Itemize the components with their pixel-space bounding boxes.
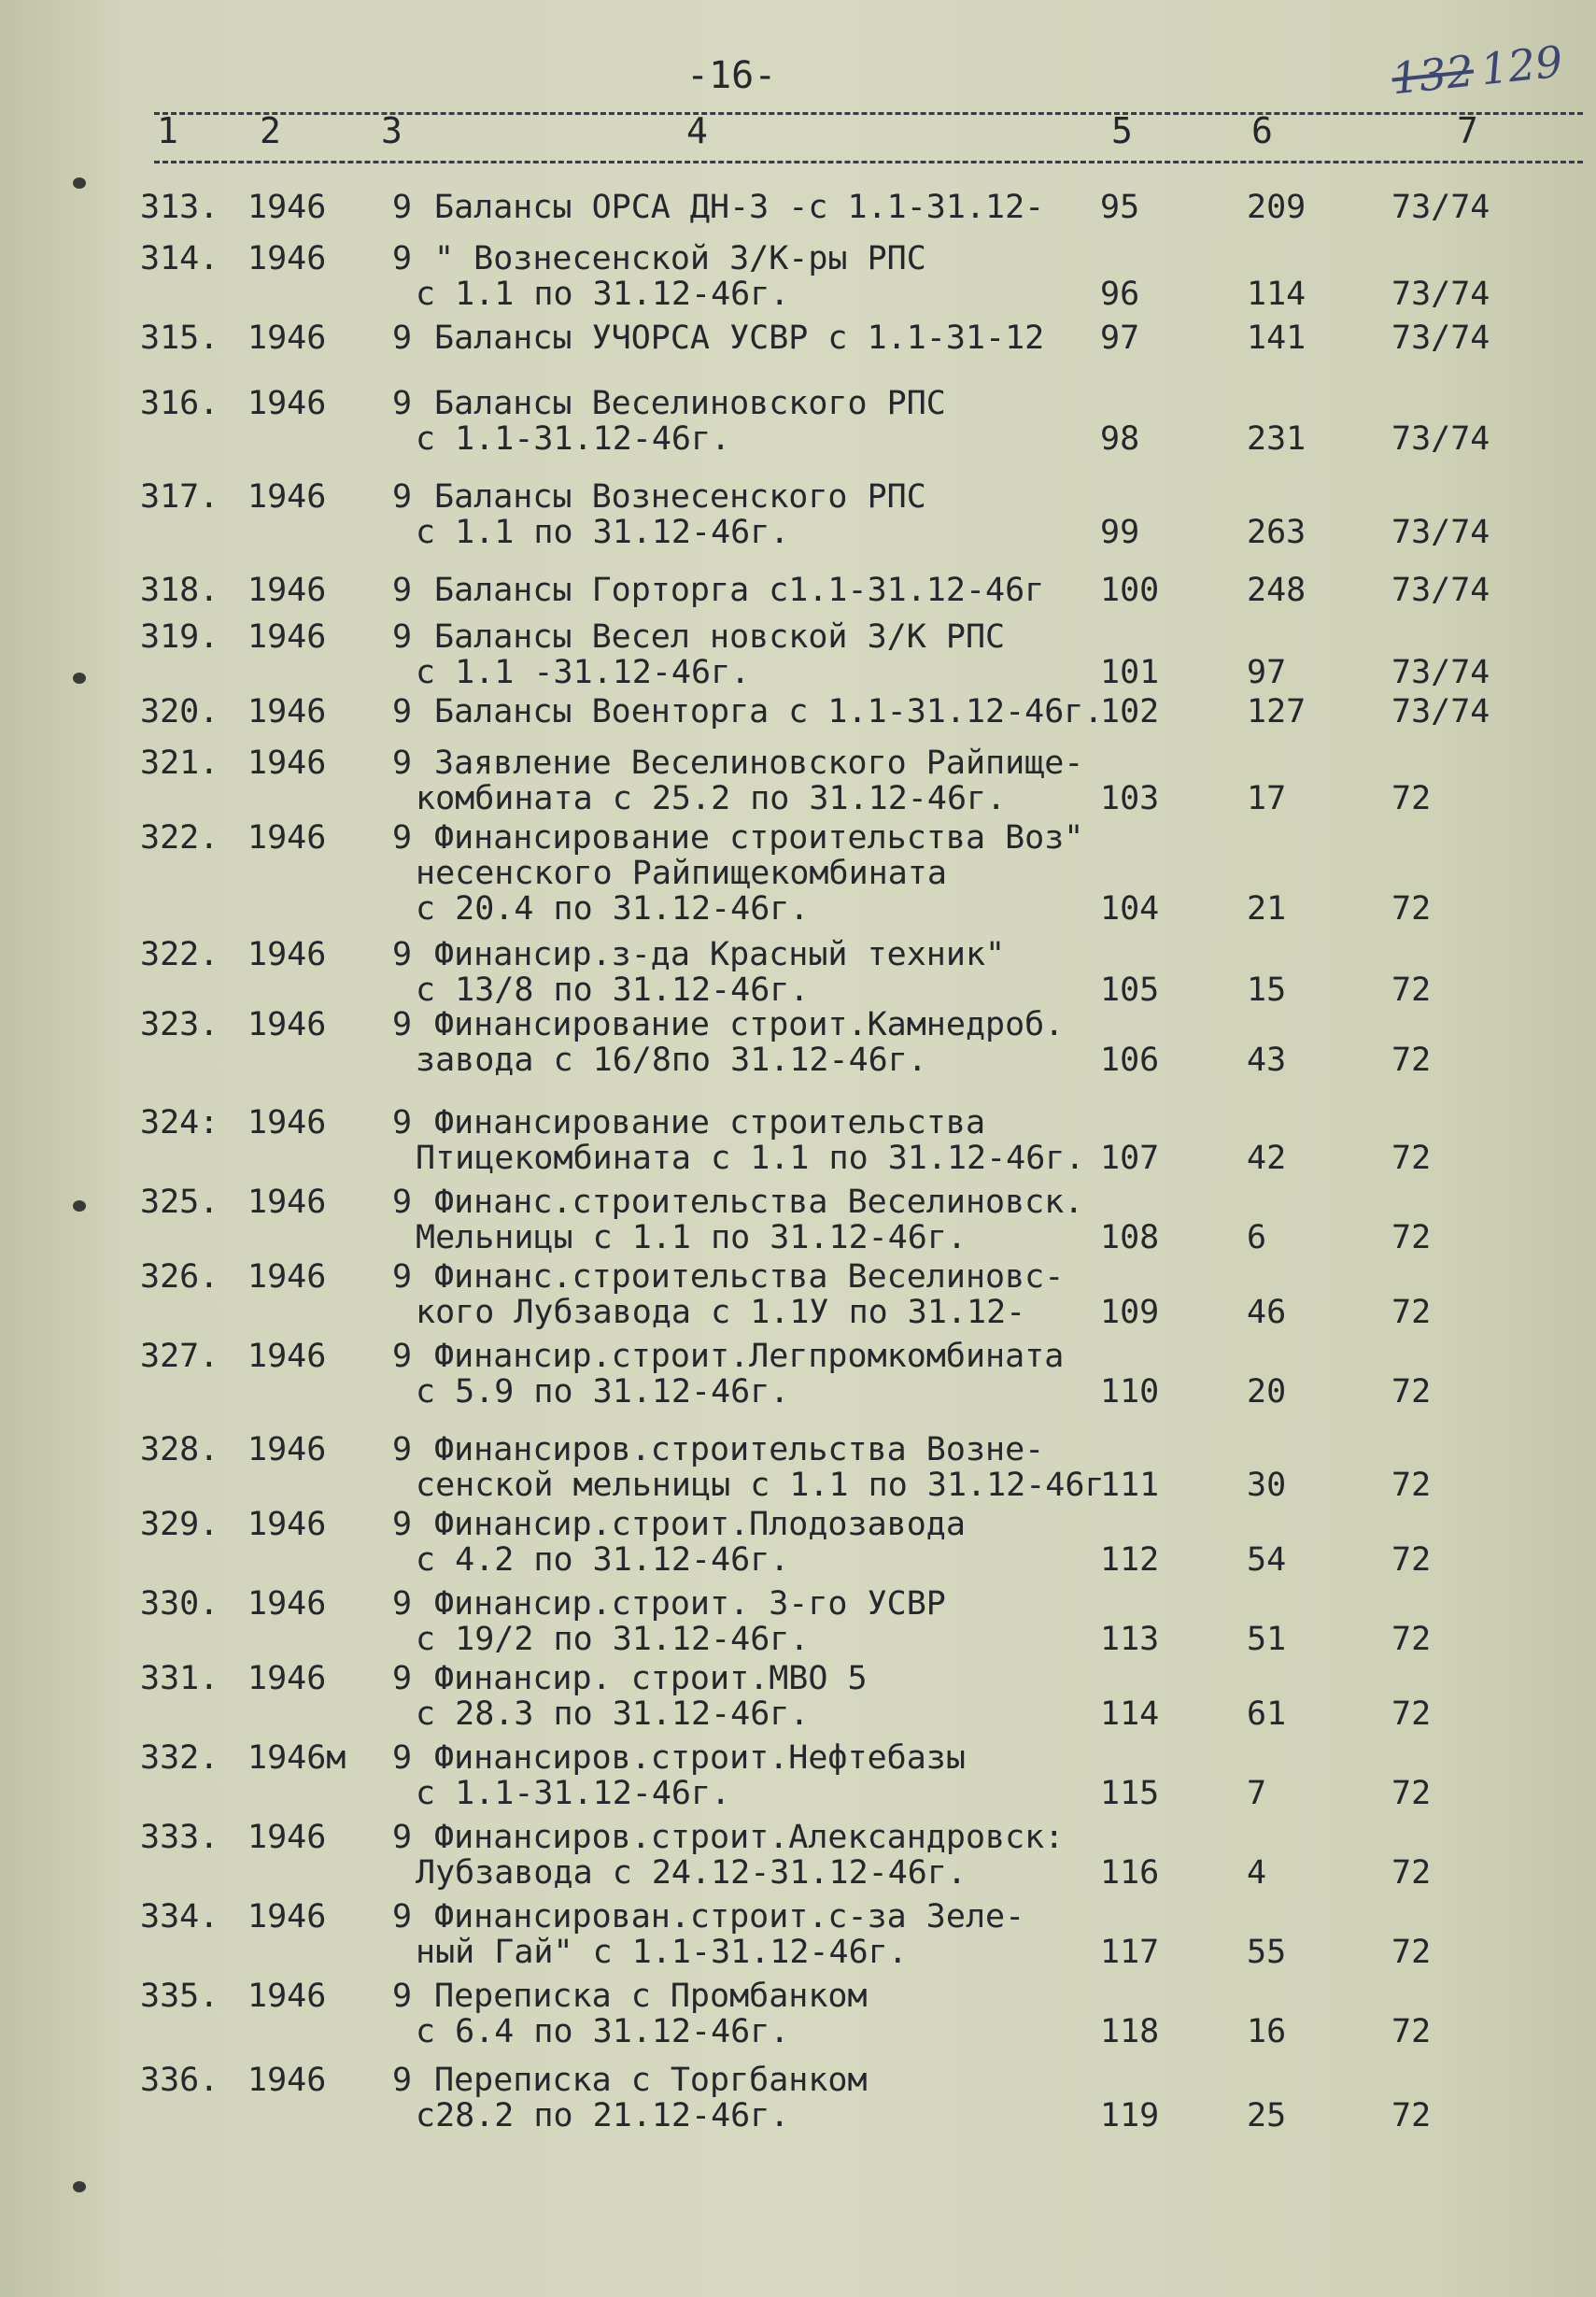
row-title-line: Балансы Горторга с1.1-31.12-46г: [434, 572, 1045, 609]
row-col3: 9: [392, 478, 413, 516]
row-title-line: Финансиров.строит.Нефтебазы: [434, 1739, 966, 1777]
row-col7: 73/74: [1391, 514, 1490, 551]
row-col5: 105: [1100, 971, 1160, 1009]
row-col6: 16: [1247, 2013, 1287, 2050]
column-header-2: 2: [260, 110, 281, 151]
row-title-line: с 1.1 по 31.12-46г.: [416, 514, 790, 551]
row-col3: 9: [392, 819, 413, 857]
row-col3: 9: [392, 1506, 413, 1543]
punch-hole: [73, 673, 86, 684]
row-col7: 72: [1391, 2097, 1432, 2134]
row-col5: 109: [1100, 1294, 1160, 1331]
row-title-line: Заявление Веселиновского Райпище-: [434, 744, 1084, 782]
row-year: 1946: [247, 385, 327, 422]
row-col7: 72: [1391, 1042, 1432, 1079]
row-year: 1946: [247, 744, 327, 782]
row-col6: 54: [1247, 1541, 1287, 1579]
row-number: 329.: [140, 1506, 219, 1543]
row-year: 1946: [247, 1184, 327, 1221]
row-col7: 73/74: [1391, 420, 1490, 458]
row-title-line: Финансир.строит.Легпромкомбината: [434, 1338, 1065, 1375]
row-number: 314.: [140, 240, 219, 277]
row-col7: 72: [1391, 1467, 1432, 1504]
row-title-line: завода с 16/8по 31.12-46г.: [416, 1042, 927, 1079]
row-col6: 127: [1247, 693, 1306, 730]
row-title-line: Мельницы с 1.1 по 31.12-46г.: [416, 1219, 967, 1256]
row-title-line: Финансиров.строит.Александровск:: [434, 1819, 1065, 1856]
row-col7: 72: [1391, 1695, 1432, 1733]
row-title-line: с28.2 по 21.12-46г.: [416, 2097, 790, 2134]
row-col6: 141: [1247, 319, 1306, 357]
row-title-line: с 13/8 по 31.12-46г.: [416, 971, 810, 1009]
column-header-7: 7: [1457, 110, 1478, 151]
row-number: 327.: [140, 1338, 219, 1375]
row-col5: 102: [1100, 693, 1160, 730]
row-col3: 9: [392, 319, 413, 357]
row-title-line: комбината с 25.2 по 31.12-46г.: [416, 780, 1007, 817]
row-col3: 9: [392, 1660, 413, 1697]
row-number: 326.: [140, 1258, 219, 1296]
row-col3: 9: [392, 1258, 413, 1296]
row-col6: 61: [1247, 1695, 1287, 1733]
row-year: 1946: [247, 1898, 327, 1935]
row-col3: 9: [392, 1338, 413, 1375]
row-col3: 9: [392, 1978, 413, 2015]
row-col5: 115: [1100, 1775, 1160, 1812]
row-number: 321.: [140, 744, 219, 782]
row-col7: 72: [1391, 971, 1432, 1009]
row-year: 1946: [247, 618, 327, 656]
row-col3: 9: [392, 1006, 413, 1043]
row-col7: 72: [1391, 1854, 1432, 1892]
row-number: 322.: [140, 819, 219, 857]
row-title-line: Переписка с Промбанком: [434, 1978, 868, 2015]
row-col3: 9: [392, 572, 413, 609]
row-col5: 117: [1100, 1934, 1160, 1971]
row-title-line: Балансы ОРСА ДН-3 -с 1.1-31.12-: [434, 189, 1045, 226]
row-col7: 73/74: [1391, 189, 1490, 226]
archive-number-current: 129: [1477, 35, 1565, 95]
row-col3: 9: [392, 1739, 413, 1777]
row-col3: 9: [392, 1819, 413, 1856]
row-title-line: ный Гай" с 1.1-31.12-46г.: [416, 1934, 908, 1971]
row-col3: 9: [392, 1184, 413, 1221]
row-title-line: Финансирован.строит.с-за Зеле-: [434, 1898, 1025, 1935]
row-number: 318.: [140, 572, 219, 609]
row-title-line: несенского Райпищекомбината: [416, 855, 947, 892]
row-col5: 108: [1100, 1219, 1160, 1256]
row-col5: 106: [1100, 1042, 1160, 1079]
row-col6: 55: [1247, 1934, 1287, 1971]
row-number: 332.: [140, 1739, 219, 1777]
row-col6: 263: [1247, 514, 1306, 551]
row-year: 1946: [247, 1258, 327, 1296]
row-year: 1946: [247, 478, 327, 516]
row-col7: 72: [1391, 1140, 1432, 1177]
row-col5: 116: [1100, 1854, 1160, 1892]
row-title-line: Финанс.строительства Веселиновск.: [434, 1184, 1084, 1221]
row-title-line: Лубзавода с 24.12-31.12-46г.: [416, 1854, 967, 1892]
row-col6: 6: [1247, 1219, 1267, 1256]
row-col6: 20: [1247, 1373, 1287, 1411]
row-year: 1946: [247, 936, 327, 973]
row-year: 1946: [247, 319, 327, 357]
row-col7: 72: [1391, 1934, 1432, 1971]
row-title-line: Финансир. строит.МВО 5: [434, 1660, 868, 1697]
row-col5: 114: [1100, 1695, 1160, 1733]
row-col5: 96: [1100, 276, 1140, 313]
row-col7: 72: [1391, 1219, 1432, 1256]
row-col3: 9: [392, 618, 413, 656]
row-col6: 46: [1247, 1294, 1287, 1331]
row-year: 1946: [247, 572, 327, 609]
row-number: 319.: [140, 618, 219, 656]
row-col7: 72: [1391, 1621, 1432, 1658]
row-title-line: с 6.4 по 31.12-46г.: [416, 2013, 790, 2050]
row-col5: 103: [1100, 780, 1160, 817]
row-col7: 73/74: [1391, 319, 1490, 357]
row-col3: 9: [392, 240, 413, 277]
row-col7: 72: [1391, 1775, 1432, 1812]
row-title-line: Финансир.строит. 3-го УСВР: [434, 1585, 946, 1623]
row-title-line: Финансирование строит.Камнедроб.: [434, 1006, 1065, 1043]
row-number: 313.: [140, 189, 219, 226]
row-col5: 98: [1100, 420, 1140, 458]
row-col6: 42: [1247, 1140, 1287, 1177]
punch-hole: [73, 177, 86, 189]
row-year: 1946: [247, 240, 327, 277]
row-number: 317.: [140, 478, 219, 516]
row-number: 320.: [140, 693, 219, 730]
archive-number-crossed: 132: [1389, 45, 1476, 105]
row-year: 1946: [247, 819, 327, 857]
row-col5: 101: [1100, 654, 1160, 691]
row-col5: 97: [1100, 319, 1140, 357]
row-title-line: с 1.1-31.12-46г.: [416, 1775, 731, 1812]
row-number: 324:: [140, 1104, 219, 1141]
row-title-line: с 1.1 -31.12-46г.: [416, 654, 751, 691]
row-title-line: Птицекомбината с 1.1 по 31.12-46г.: [416, 1140, 1085, 1177]
row-year: 1946: [247, 693, 327, 730]
row-title-line: с 5.9 по 31.12-46г.: [416, 1373, 790, 1411]
punch-hole: [73, 2181, 86, 2192]
row-col7: 72: [1391, 1373, 1432, 1411]
row-number: 334.: [140, 1898, 219, 1935]
row-col5: 100: [1100, 572, 1160, 609]
punch-hole: [73, 1200, 86, 1212]
row-title-line: Переписка с Торгбанком: [434, 2062, 868, 2099]
row-col7: 72: [1391, 890, 1432, 928]
row-title-line: Балансы УЧОРСА УСВР с 1.1-31-12: [434, 319, 1045, 357]
row-col6: 51: [1247, 1621, 1287, 1658]
row-title-line: Финансирование строительства Воз": [434, 819, 1084, 857]
row-number: 322.: [140, 936, 219, 973]
row-number: 316.: [140, 385, 219, 422]
row-col5: 113: [1100, 1621, 1160, 1658]
row-col5: 119: [1100, 2097, 1160, 2134]
row-col6: 114: [1247, 276, 1306, 313]
row-number: 323.: [140, 1006, 219, 1043]
row-title-line: с 19/2 по 31.12-46г.: [416, 1621, 810, 1658]
row-number: 333.: [140, 1819, 219, 1856]
row-number: 335.: [140, 1978, 219, 2015]
page-number: -16-: [686, 54, 777, 97]
row-title-line: Финансир.з-да Красный техник": [434, 936, 1006, 973]
row-title-line: с 28.3 по 31.12-46г.: [416, 1695, 810, 1733]
row-year: 1946: [247, 1104, 327, 1141]
row-col6: 97: [1247, 654, 1287, 691]
row-col7: 72: [1391, 780, 1432, 817]
row-title-line: Балансы Веселиновского РПС: [434, 385, 946, 422]
row-year: 1946: [247, 189, 327, 226]
row-col6: 43: [1247, 1042, 1287, 1079]
row-col3: 9: [392, 1104, 413, 1141]
row-col6: 209: [1247, 189, 1306, 226]
row-col6: 15: [1247, 971, 1287, 1009]
row-col5: 104: [1100, 890, 1160, 928]
row-title-line: с 1.1-31.12-46г.: [416, 420, 731, 458]
row-title-line: Финансир.строит.Плодозавода: [434, 1506, 966, 1543]
row-col7: 72: [1391, 2013, 1432, 2050]
row-col7: 73/74: [1391, 654, 1490, 691]
row-col6: 25: [1247, 2097, 1287, 2134]
row-col6: 7: [1247, 1775, 1267, 1812]
row-title-line: кого Лубзавода с 1.1У по 31.12-: [416, 1294, 1026, 1331]
row-col7: 72: [1391, 1541, 1432, 1579]
row-col3: 9: [392, 1431, 413, 1468]
row-col3: 9: [392, 385, 413, 422]
row-col6: 17: [1247, 780, 1287, 817]
row-col6: 30: [1247, 1467, 1287, 1504]
column-header-3: 3: [381, 110, 403, 151]
row-title-line: с 20.4 по 31.12-46г.: [416, 890, 810, 928]
row-title-line: Балансы Вознесенского РПС: [434, 478, 926, 516]
row-number: 336.: [140, 2062, 219, 2099]
row-col3: 9: [392, 1585, 413, 1623]
row-title-line: " Вознесенской З/К-ры РПС: [434, 240, 926, 277]
row-col6: 4: [1247, 1854, 1267, 1892]
column-header-5: 5: [1111, 110, 1133, 151]
row-col7: 73/74: [1391, 572, 1490, 609]
header-rule-top: [154, 112, 1583, 115]
row-col3: 9: [392, 693, 413, 730]
row-year: 1946: [247, 1660, 327, 1697]
row-number: 328.: [140, 1431, 219, 1468]
row-col5: 111: [1100, 1467, 1160, 1504]
row-col6: 231: [1247, 420, 1306, 458]
row-col5: 112: [1100, 1541, 1160, 1579]
row-year: 1946: [247, 1819, 327, 1856]
row-title-line: Балансы Военторга с 1.1-31.12-46г.: [434, 693, 1104, 730]
row-col6: 21: [1247, 890, 1287, 928]
row-col5: 95: [1100, 189, 1140, 226]
row-year: 1946: [247, 1006, 327, 1043]
row-col5: 107: [1100, 1140, 1160, 1177]
row-col5: 110: [1100, 1373, 1160, 1411]
row-number: 331.: [140, 1660, 219, 1697]
row-number: 315.: [140, 319, 219, 357]
row-col7: 72: [1391, 1294, 1432, 1331]
row-col3: 9: [392, 936, 413, 973]
row-title-line: Финанс.строительства Веселиновс-: [434, 1258, 1065, 1296]
row-year: 1946: [247, 2062, 327, 2099]
column-header-1: 1: [157, 110, 178, 151]
row-number: 325.: [140, 1184, 219, 1221]
row-title-line: с 4.2 по 31.12-46г.: [416, 1541, 790, 1579]
header-rule-bottom: [154, 161, 1583, 163]
row-col5: 99: [1100, 514, 1140, 551]
row-col3: 9: [392, 2062, 413, 2099]
row-title-line: Финансирование строительства: [434, 1104, 986, 1141]
row-year: 1946: [247, 1431, 327, 1468]
row-col7: 73/74: [1391, 276, 1490, 313]
row-year: 1946: [247, 1338, 327, 1375]
row-col7: 73/74: [1391, 693, 1490, 730]
row-title-line: Балансы Весел новской З/К РПС: [434, 618, 1006, 656]
row-year: 1946: [247, 1506, 327, 1543]
row-number: 330.: [140, 1585, 219, 1623]
row-col3: 9: [392, 744, 413, 782]
row-col6: 248: [1247, 572, 1306, 609]
column-header-6: 6: [1251, 110, 1273, 151]
row-year: 1946: [247, 1585, 327, 1623]
row-title-line: Финансиров.строительства Возне-: [434, 1431, 1045, 1468]
row-col3: 9: [392, 1898, 413, 1935]
row-col5: 118: [1100, 2013, 1160, 2050]
row-col3: 9: [392, 189, 413, 226]
column-header-4: 4: [686, 110, 708, 151]
row-year: 1946м: [247, 1739, 346, 1777]
archive-number: [1390, 36, 1565, 105]
row-title-line: с 1.1 по 31.12-46г.: [416, 276, 790, 313]
row-year: 1946: [247, 1978, 327, 2015]
row-title-line: сенской мельницы с 1.1 по 31.12-46г: [416, 1467, 1105, 1504]
